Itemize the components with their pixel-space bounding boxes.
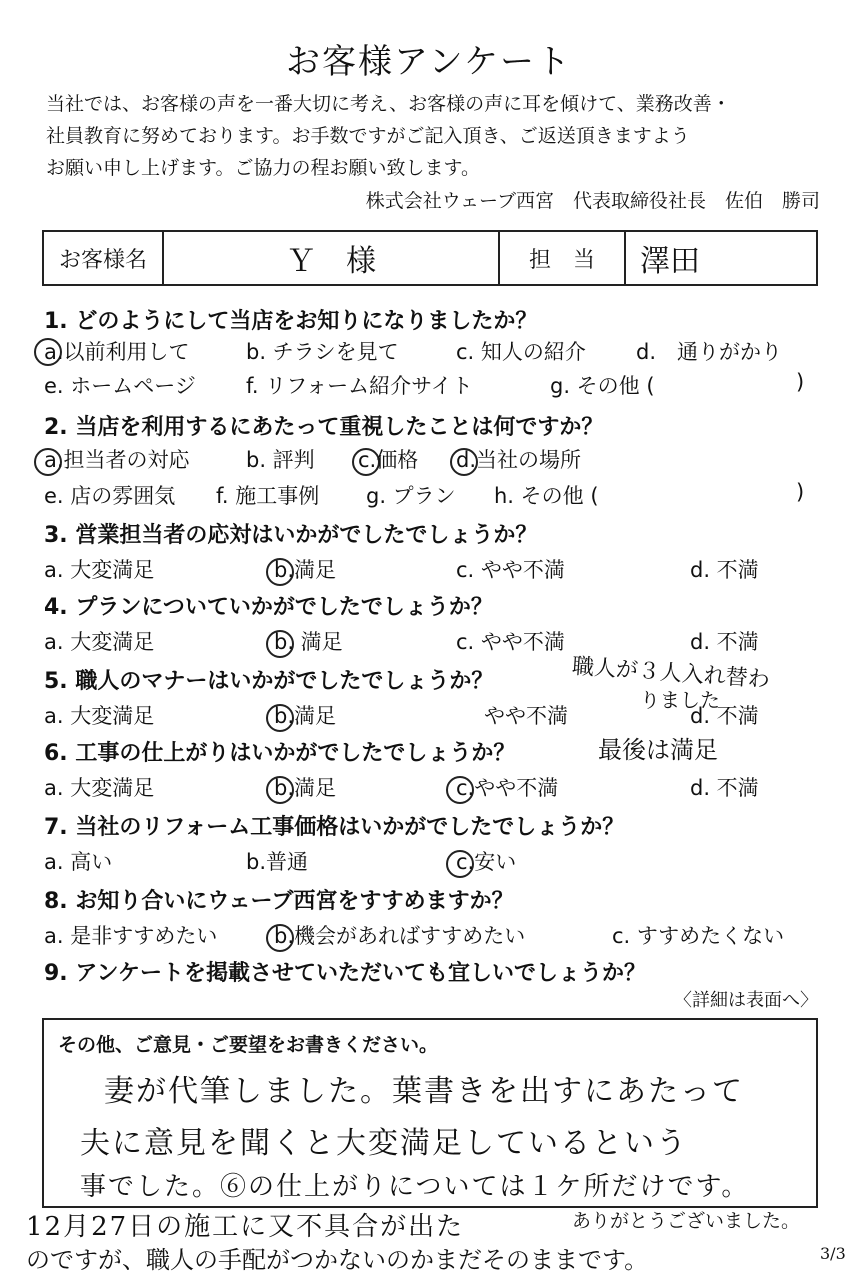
q6-option-b[interactable]: b.満足 bbox=[274, 776, 337, 800]
q3-option-c[interactable]: c. やや不満 bbox=[456, 558, 565, 582]
comment-line-4: 12月27日の施工に又不具合が出た bbox=[26, 1212, 465, 1242]
staff-label: 担 当 bbox=[500, 232, 626, 284]
q1-option-f[interactable]: f. リフォーム紹介サイト bbox=[246, 374, 473, 398]
q5-option-a[interactable]: a. 大変満足 bbox=[44, 704, 155, 728]
q2-option-c[interactable]: c.価格 bbox=[358, 448, 419, 472]
q8-option-a[interactable]: a. 是非すすめたい bbox=[44, 924, 218, 948]
intro-line-2: 社員教育に努めております。お手数ですがご記入頂き、ご返送頂きますよう bbox=[46, 125, 690, 147]
question-8: 8. お知り合いにウェーブ西宮をすすめますか？ bbox=[44, 889, 514, 914]
printed-thanks: ありがとうございました。 bbox=[572, 1210, 801, 1232]
question-7: 7. 当社のリフォーム工事価格はいかがでしたでしょうか？ bbox=[44, 815, 625, 840]
q7-option-a[interactable]: a. 高い bbox=[44, 850, 113, 874]
q2-option-d[interactable]: d.当社の場所 bbox=[456, 448, 582, 472]
comment-line-1: 妻が代筆しました。葉書きを出すにあたって bbox=[104, 1074, 744, 1109]
q8-option-c[interactable]: c. すすめたくない bbox=[612, 924, 785, 948]
staff-value[interactable]: 澤田 bbox=[640, 244, 700, 279]
q8-option-b[interactable]: b.機会があればすすめたい bbox=[274, 924, 526, 948]
q4-option-a[interactable]: a. 大変満足 bbox=[44, 630, 155, 654]
q1-option-d[interactable]: d. 通りがかり bbox=[636, 340, 783, 364]
q6-option-c[interactable]: c.やや不満 bbox=[456, 776, 559, 800]
q3-option-d[interactable]: d. 不満 bbox=[690, 558, 759, 582]
q3-option-b[interactable]: b.満足 bbox=[274, 558, 337, 582]
question-4: 4. プランについていかがでしたでしょうか？ bbox=[44, 595, 493, 620]
q1-option-c[interactable]: c. 知人の紹介 bbox=[456, 340, 586, 364]
handwritten-note-q5b: りました bbox=[640, 688, 720, 712]
q2-option-f[interactable]: f. 施工事例 bbox=[216, 484, 320, 508]
q2-option-a[interactable]: a.担当者の対応 bbox=[44, 448, 190, 472]
q1-option-b[interactable]: b. チラシを見て bbox=[246, 340, 399, 364]
detail-note: 〈詳細は表面へ〉 bbox=[674, 990, 818, 1011]
q7-option-c[interactable]: c.安い bbox=[456, 850, 517, 874]
q2-paren-close: ) bbox=[796, 480, 805, 504]
q6-option-a[interactable]: a. 大変満足 bbox=[44, 776, 155, 800]
q5-option-c[interactable]: やや不満 bbox=[484, 704, 568, 728]
question-3: 3. 営業担当者の応対はいかがでしたでしょうか？ bbox=[44, 523, 538, 548]
q2-option-b[interactable]: b. 評判 bbox=[246, 448, 315, 472]
intro-line-1: 当社では、お客様の声を一番大切に考え、お客様の声に耳を傾けて、業務改善・ bbox=[46, 93, 731, 115]
q2-option-e[interactable]: e. 店の雰囲気 bbox=[44, 484, 176, 508]
comment-line-2: 夫に意見を聞くと大変満足しているという bbox=[80, 1126, 688, 1161]
page-number: 3/3 bbox=[820, 1244, 846, 1263]
q5-option-d[interactable]: d. 不満 bbox=[690, 704, 759, 728]
question-2: 2. 当店を利用するにあたって重視したことは何ですか？ bbox=[44, 415, 604, 440]
customer-name-value[interactable]: Ｙ 様 bbox=[164, 232, 500, 284]
question-9: 9. アンケートを掲載させていただいても宜しいでしょうか？ bbox=[44, 961, 647, 986]
q1-option-e[interactable]: e. ホームページ bbox=[44, 374, 196, 398]
q7-option-b[interactable]: b.普通 bbox=[246, 850, 309, 874]
comment-title: その他、ご意見・ご要望をお書きください。 bbox=[58, 1034, 439, 1056]
question-6: 6. 工事の仕上がりはいかがでしたでしょうか？ bbox=[44, 741, 516, 766]
q1-option-a[interactable]: a.以前利用して bbox=[44, 340, 190, 364]
q4-option-b[interactable]: b. 満足 bbox=[274, 630, 343, 654]
company-signature: 株式会社ウェーブ西宮 代表取締役社長 佐伯 勝司 bbox=[365, 190, 820, 212]
handwritten-note-q6: 最後は満足 bbox=[598, 736, 718, 764]
q1-paren-close: ) bbox=[796, 370, 805, 394]
intro-line-3: お願い申し上げます。ご協力の程お願い致します。 bbox=[46, 157, 480, 179]
question-1: 1. どのようにして当店をお知りになりましたか？ bbox=[44, 309, 538, 334]
comment-line-5: のですが、職人の手配がつかないのかまだそのままです。 bbox=[26, 1246, 649, 1274]
question-5: 5. 職人のマナーはいかがでしたでしょうか？ bbox=[44, 669, 494, 694]
q2-option-h[interactable]: h. その他 ( bbox=[494, 484, 599, 508]
q2-option-g[interactable]: g. プラン bbox=[366, 484, 456, 508]
customer-staff-table bbox=[42, 230, 818, 286]
q4-option-c[interactable]: c. やや不満 bbox=[456, 630, 565, 654]
customer-name-label: お客様名 bbox=[44, 232, 164, 284]
q6-option-d[interactable]: d. 不満 bbox=[690, 776, 759, 800]
handwritten-note-q5a: 職人が３人入れ替わ bbox=[571, 654, 771, 693]
q5-option-b[interactable]: b.満足 bbox=[274, 704, 337, 728]
q1-option-g[interactable]: g. その他 ( bbox=[550, 374, 655, 398]
q3-option-a[interactable]: a. 大変満足 bbox=[44, 558, 155, 582]
comment-line-3: 事でした。⑥の仕上がりについては１ケ所だけです。 bbox=[80, 1172, 750, 1202]
q4-option-d[interactable]: d. 不満 bbox=[690, 630, 759, 654]
page-title: お客様アンケート bbox=[286, 42, 572, 82]
